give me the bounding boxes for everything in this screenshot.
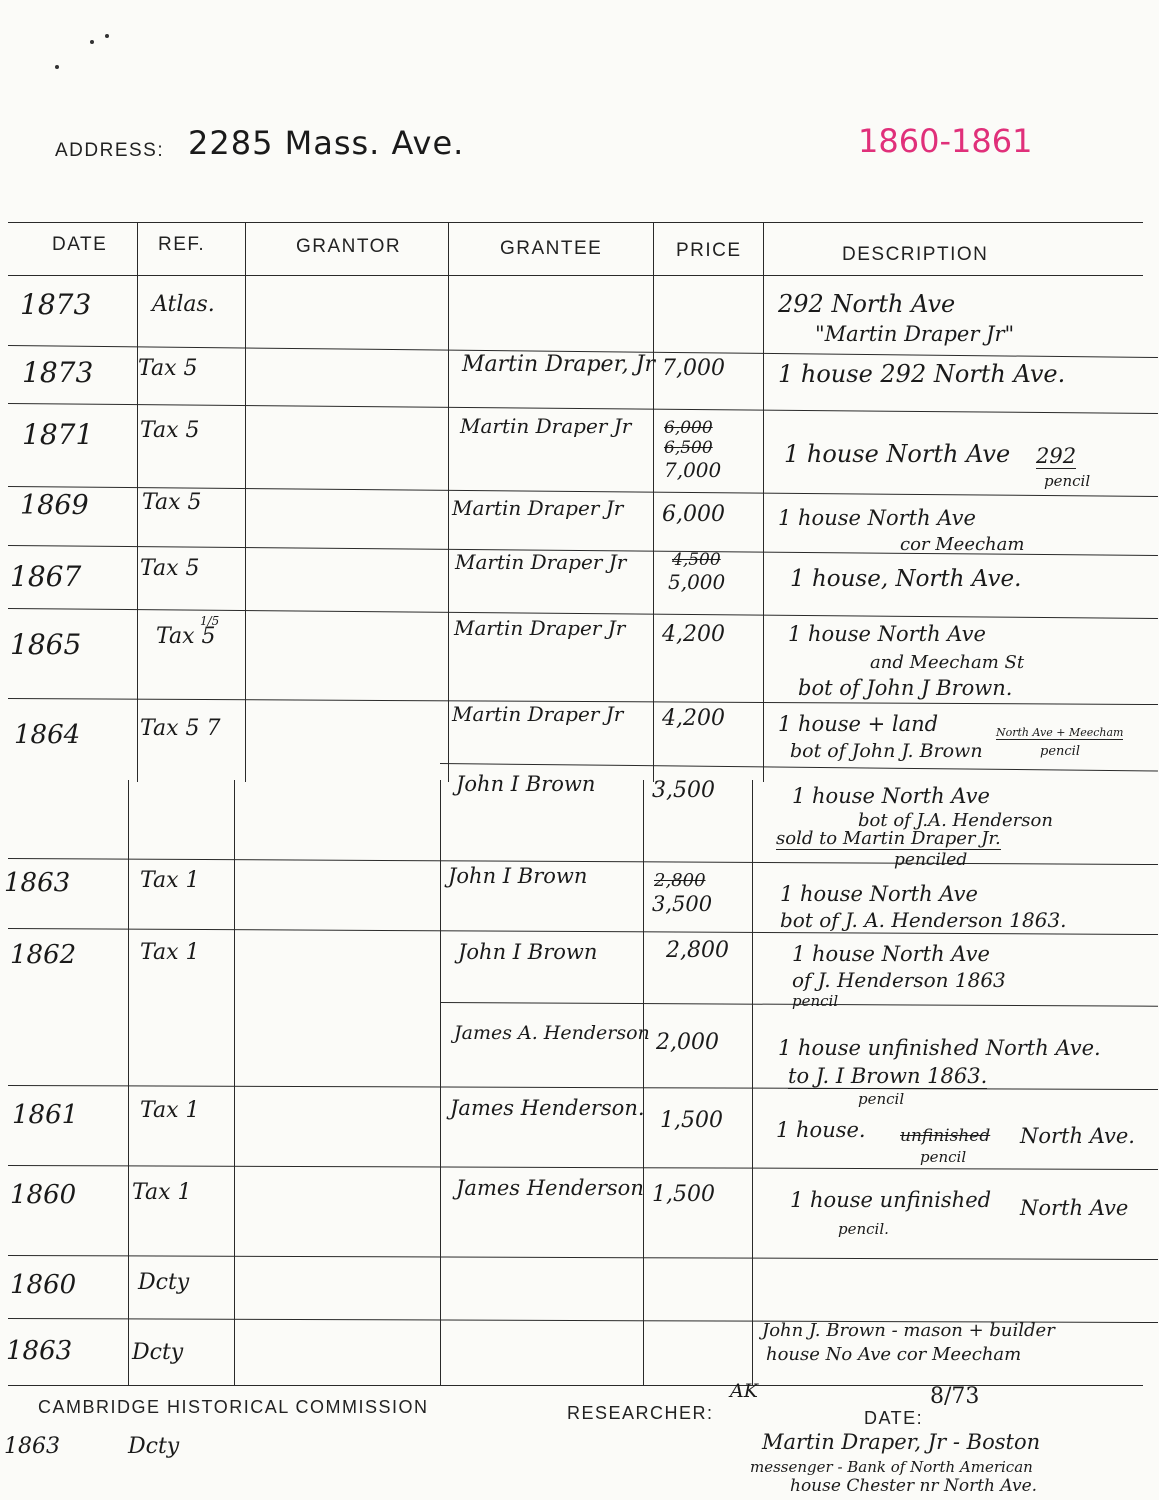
row-description-note: penciled — [894, 850, 968, 870]
note-date: 1863 — [4, 1434, 60, 1459]
row-description: North Ave — [1020, 1196, 1129, 1220]
row-description: to J. I Brown 1863. — [788, 1064, 988, 1088]
row-grantee: Martin Draper Jr — [452, 702, 624, 726]
row-description-note: pencil — [920, 1148, 967, 1166]
row-grantee: John I Brown — [448, 864, 588, 888]
row-description: "Martin Draper Jr" — [815, 322, 1015, 346]
row-date: 1862 — [10, 940, 77, 970]
row-description-note: pencil. — [838, 1220, 889, 1238]
row-description: North Ave + Meecham — [996, 726, 1124, 739]
row-date: 1863 — [4, 868, 71, 898]
row-description: 1 house North Ave — [788, 622, 986, 646]
row-price: 3,500 — [652, 778, 715, 803]
researcher-label: RESEARCHER: — [567, 1403, 714, 1423]
column-header-grantor: GRANTOR — [296, 236, 402, 257]
row-price-struck: 6,000 — [664, 418, 713, 438]
row-grantee: John I Brown — [456, 772, 596, 796]
row-description: bot of J.A. Henderson — [858, 810, 1053, 831]
researcher-value: AK — [730, 1380, 758, 1402]
row-price: 3,500 — [652, 892, 713, 916]
row-ref: Tax 1 — [140, 940, 200, 965]
row-price-struck: 4,500 — [672, 550, 721, 570]
row-price: 7,000 — [662, 356, 725, 381]
row-date: 1873 — [22, 356, 94, 389]
row-description: 1 house North Ave — [792, 784, 990, 808]
row-description: 1 house North Ave — [792, 942, 990, 966]
note-line: messenger - Bank of North American — [750, 1458, 1033, 1476]
row-description: bot of John J. Brown — [790, 740, 983, 762]
row-price: 5,000 — [668, 570, 726, 594]
row-date: 1865 — [10, 628, 82, 661]
row-description: 1 house. — [776, 1118, 866, 1142]
row-date: 1869 — [20, 490, 89, 521]
row-price-struck: 6,500 — [664, 438, 713, 458]
note-line: house Chester nr North Ave. — [790, 1476, 1038, 1496]
row-description: 1 house North Ave — [780, 882, 978, 906]
row-description: 1 house North Ave — [784, 440, 1011, 468]
row-ref-note: 1/5 — [200, 614, 220, 628]
row-description-struck: unfinished — [900, 1126, 991, 1146]
row-date: 1867 — [10, 560, 82, 593]
row-ref: Tax 5 — [140, 418, 200, 443]
row-description: house No Ave cor Meecham — [766, 1344, 1022, 1365]
row-ref: Tax 1 — [132, 1180, 192, 1205]
stray-mark — [55, 65, 59, 69]
year-range: 1860-1861 — [858, 122, 1033, 160]
row-description: John J. Brown - mason + builder — [762, 1320, 1055, 1341]
row-price: 1,500 — [652, 1182, 715, 1207]
row-date: 1863 — [6, 1336, 73, 1366]
row-grantee: Martin Draper, Jr — [462, 352, 655, 377]
row-date: 1860 — [10, 1270, 77, 1300]
column-header-price: PRICE — [676, 240, 742, 261]
row-ref: Tax 1 — [140, 1098, 200, 1123]
row-price: 6,000 — [662, 502, 725, 527]
row-description: sold to Martin Draper Jr. — [776, 828, 1001, 849]
row-date: 1871 — [22, 418, 94, 451]
row-description-note: pencil — [792, 992, 839, 1010]
row-description: 1 house unfinished — [790, 1188, 992, 1212]
row-date: 1873 — [20, 288, 92, 321]
row-description: bot of J. A. Henderson 1863. — [780, 908, 1067, 932]
row-description: 1 house North Ave — [778, 506, 976, 530]
row-description: 1 house, North Ave. — [790, 566, 1022, 592]
row-description: 1 house + land — [778, 712, 939, 736]
column-header-ref: REF. — [158, 234, 206, 255]
row-date: 1864 — [14, 720, 81, 750]
stray-mark — [105, 34, 109, 38]
row-price: 4,200 — [662, 622, 725, 647]
row-description: and Meecham St — [870, 652, 1025, 673]
row-grantee: James A. Henderson — [454, 1022, 650, 1044]
row-description-note: pencil — [1044, 472, 1091, 490]
row-price-struck: 2,800 — [654, 870, 706, 891]
row-description: North Ave. — [1020, 1124, 1135, 1148]
row-price: 7,000 — [664, 458, 722, 482]
row-ref: Tax 5 — [142, 490, 202, 515]
date-label: DATE: — [864, 1408, 924, 1428]
row-grantee: Martin Draper Jr — [455, 550, 627, 574]
row-grantee: Martin Draper Jr — [452, 496, 624, 520]
row-price: 1,500 — [660, 1108, 723, 1133]
row-ref: Tax 5 — [156, 624, 216, 649]
stray-mark — [90, 40, 94, 44]
row-price: 4,200 — [662, 706, 725, 731]
row-date: 1860 — [10, 1180, 77, 1210]
row-ref: Tax 1 — [140, 868, 200, 893]
row-ref: Tax 5 — [140, 556, 200, 581]
date-value: 8/73 — [930, 1384, 980, 1409]
row-description: 1 house unfinished North Ave. — [778, 1036, 1101, 1060]
commission-name: CAMBRIDGE HISTORICAL COMMISSION — [38, 1397, 429, 1417]
row-ref: Tax 5 7 — [140, 716, 221, 741]
row-ref: Tax 5 — [138, 356, 198, 381]
row-description: 292 — [1036, 444, 1077, 468]
row-ref: Atlas. — [152, 292, 215, 317]
column-header-grantee: GRANTEE — [500, 238, 603, 259]
column-header-description: DESCRIPTION — [842, 244, 989, 265]
row-ref: Dcty — [138, 1270, 190, 1295]
row-grantee: Martin Draper Jr — [460, 414, 632, 438]
address-value: 2285 Mass. Ave. — [188, 124, 465, 162]
row-description: 1 house 292 North Ave. — [778, 360, 1066, 388]
row-grantee: James Henderson. — [450, 1096, 645, 1120]
row-description: cor Meecham — [900, 534, 1025, 555]
row-description: bot of John J Brown. — [798, 676, 1013, 700]
row-ref: Dcty — [132, 1340, 184, 1365]
row-price: 2,000 — [656, 1030, 719, 1055]
address-label: ADDRESS: — [55, 140, 165, 161]
note-ref: Dcty — [128, 1434, 180, 1459]
row-description: of J. Henderson 1863 — [792, 968, 1006, 992]
row-grantee: Martin Draper Jr — [454, 616, 626, 640]
row-grantee: James Henderson — [456, 1176, 644, 1200]
row-date: 1861 — [12, 1100, 79, 1130]
row-description: 292 North Ave — [778, 290, 956, 318]
row-description-note: pencil — [1040, 744, 1080, 759]
row-price: 2,800 — [666, 938, 729, 963]
note-line: Martin Draper, Jr - Boston — [762, 1430, 1041, 1454]
row-grantee: John I Brown — [458, 940, 598, 964]
row-description-note: pencil — [858, 1090, 905, 1108]
column-header-date: DATE — [52, 234, 108, 255]
